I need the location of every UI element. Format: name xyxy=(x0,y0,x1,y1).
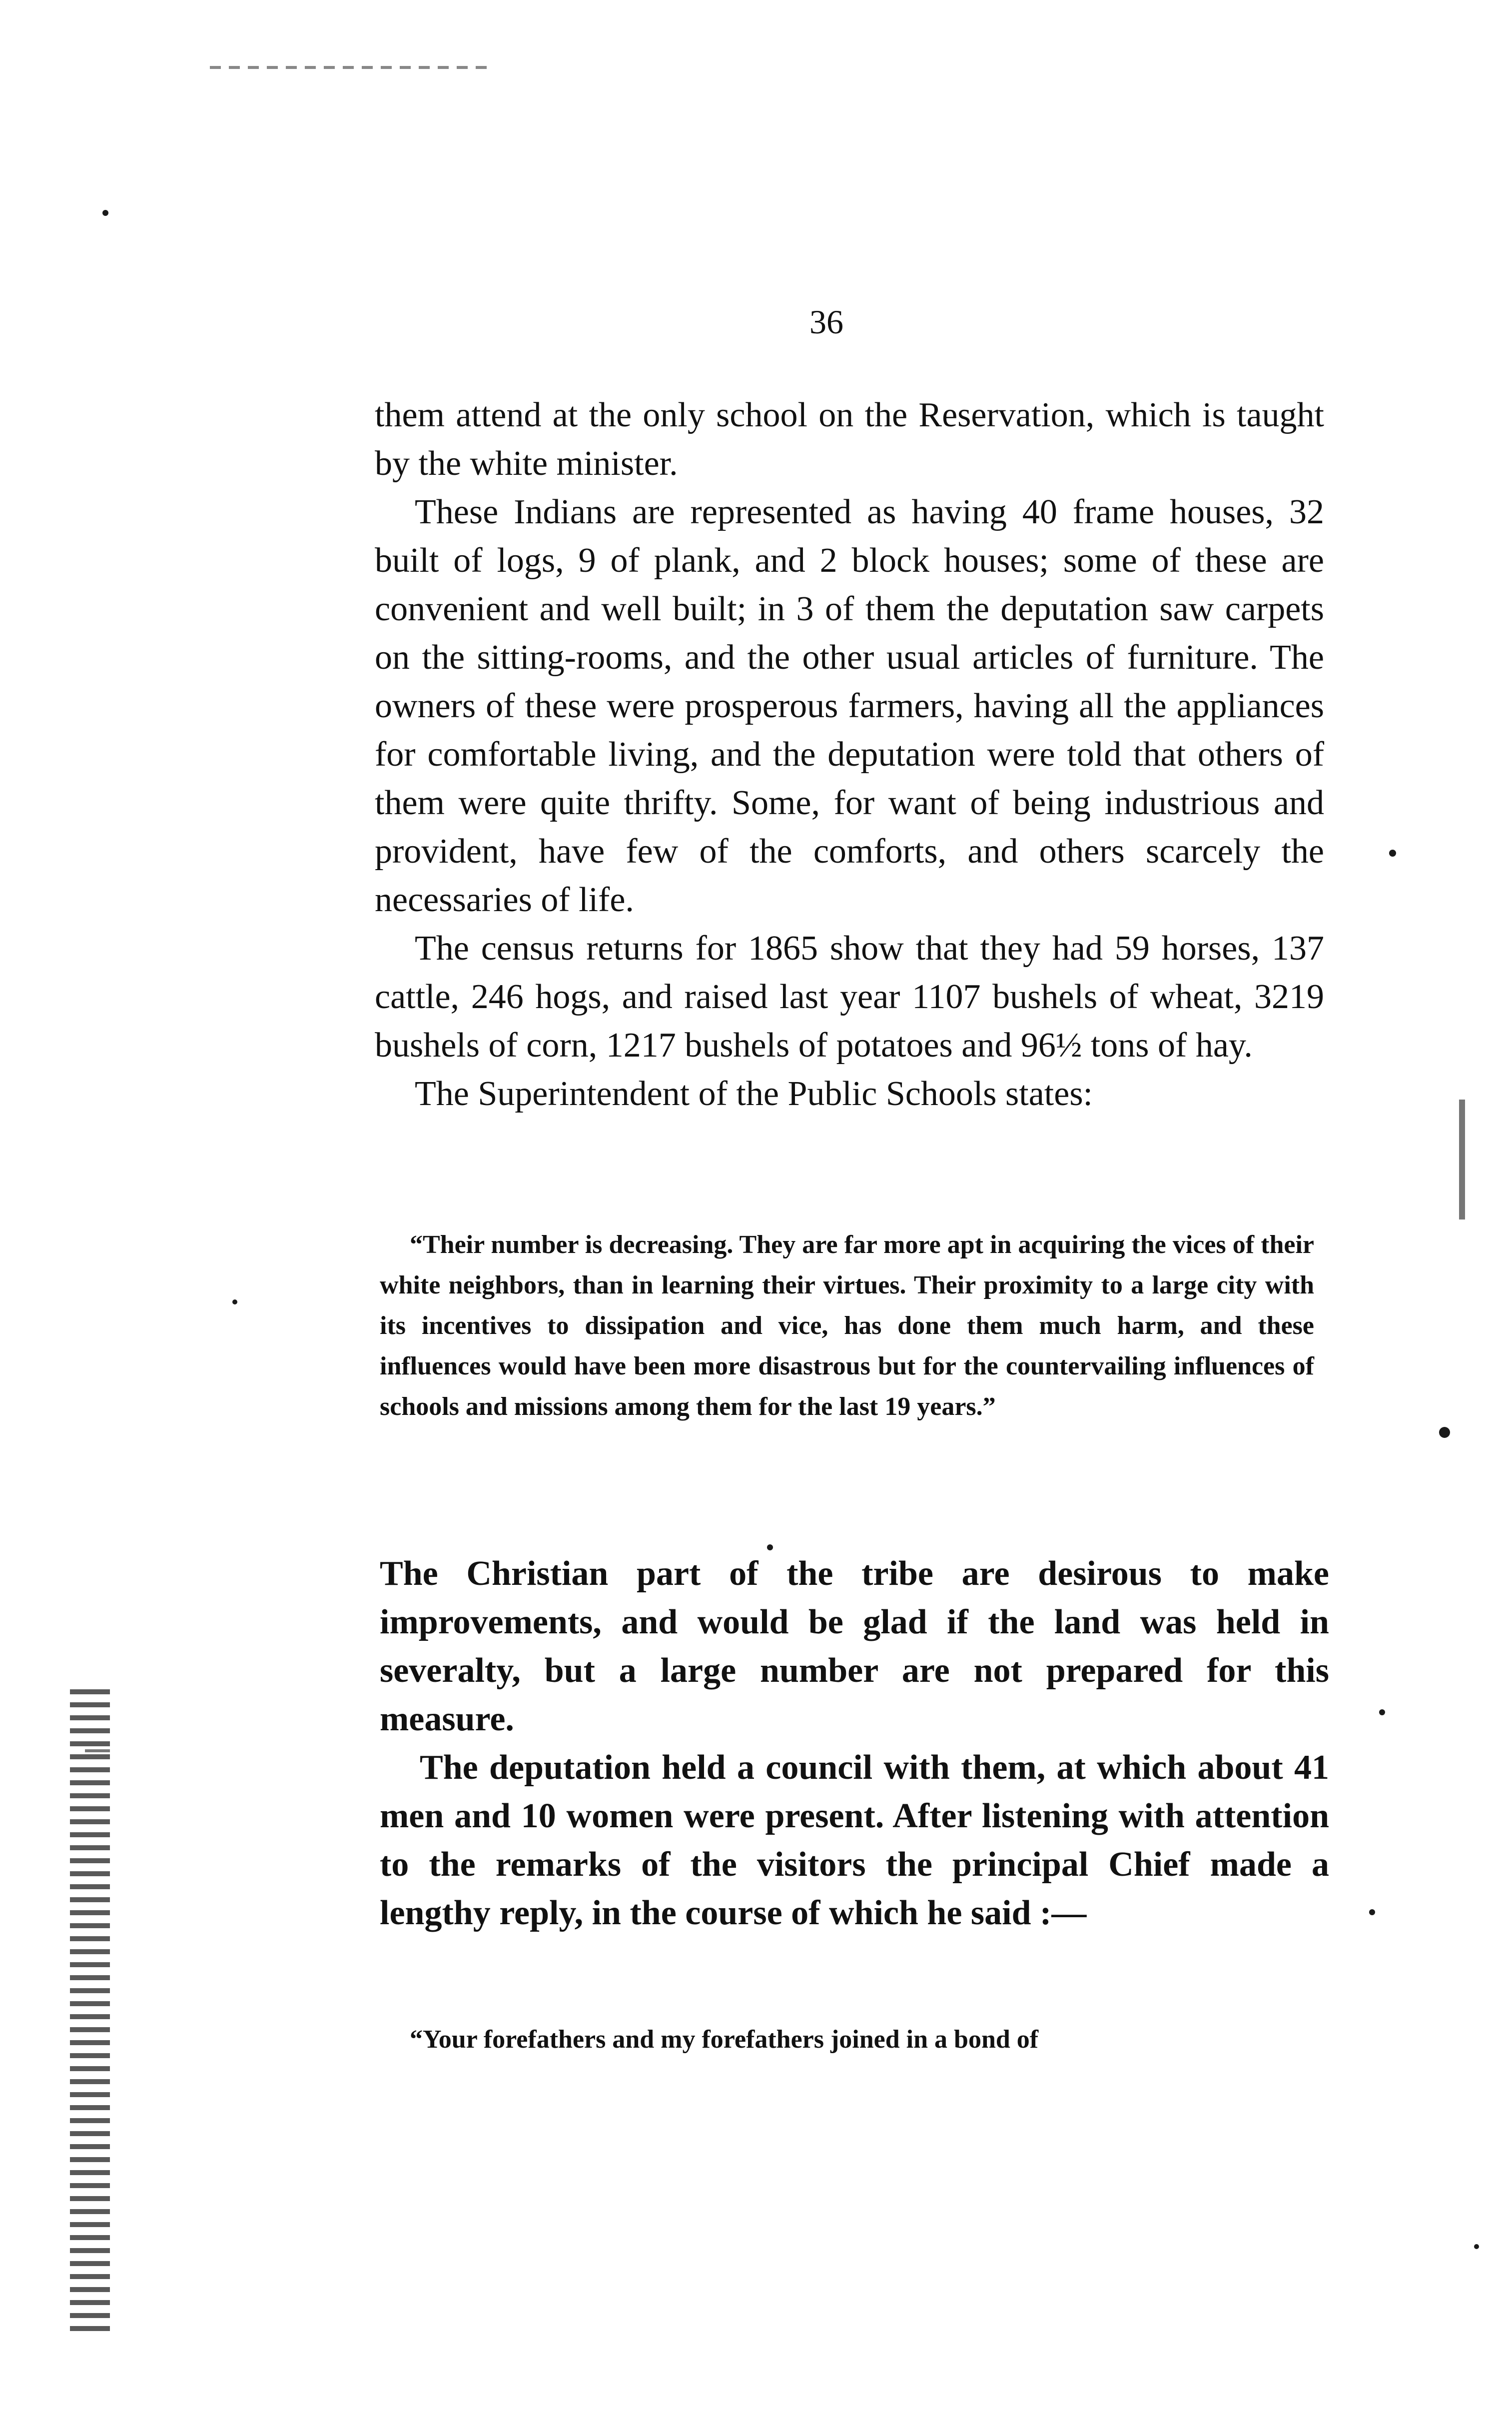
scan-mark xyxy=(85,1749,110,1752)
scan-smudge xyxy=(210,66,490,69)
scan-speck xyxy=(1369,1909,1375,1915)
paragraph-3: The census returns for 1865 show that they had 59 horses, 137 cattle, 246 hogs, and raised last year 1107 bushels of wheat, 3219 bushels of corn, 1217 bushels of potatoes and 96½ tons of hay. xyxy=(375,929,1324,1065)
scan-margin-artifact xyxy=(70,1689,110,2339)
paragraph-2: These Indians are represented as having 40 frame houses, 32 built of logs, 9 of plank, and 2 block houses; some of these are convenient and well built; in 3 of them the deputation saw carpets on the sitting-rooms, and the other usual articles of furniture. The owners of these were prosperous farmers, having all the appliances for comfortable living, and the deputation were told that others of them were quite thrifty. Some, for want of being industrious and provident, have few of the comforts, and others scarcely the necessaries of life. xyxy=(375,493,1324,919)
page-number: 36 xyxy=(809,303,843,341)
scan-speck xyxy=(1439,1427,1450,1438)
quote-paragraph: “Their number is decreasing. They are far more apt in acquiring the vices of their white neighbors, than in learning their virtues. Their proximity to a large city with its incentives to dissipation and vice, has done them much harm, and these influences would have been more disastrous but for the countervailing influences of schools and missions among them for the last 19 years.” xyxy=(380,1230,1314,1421)
paragraph-6: The deputation held a council with them, at which about 41 men and 10 women were present. After listening with attention to the remarks of the visitors the principal Chief made a lengthy reply, in the course of which he said :— xyxy=(380,1748,1329,1932)
scan-speck xyxy=(1474,2244,1479,2249)
scan-speck xyxy=(232,1299,237,1304)
paragraph-5: The Christian part of the tribe are desirous to make improvements, and would be glad if the land was held in severalty, but a large number are not prepared for this measure. xyxy=(380,1554,1329,1738)
body-text-bottom xyxy=(380,1549,1329,1937)
scan-speck xyxy=(102,210,108,216)
paragraph-4: The Superintendent of the Public Schools states: xyxy=(415,1075,1093,1113)
block-quote-1 xyxy=(380,1224,1314,1427)
body-text-top xyxy=(375,391,1324,1118)
scan-mark xyxy=(1459,1100,1465,1219)
scan-speck xyxy=(1379,1709,1385,1715)
block-quote-2 xyxy=(380,2019,1314,2060)
quote-paragraph-start: “Your forefathers and my forefathers joined in a bond of xyxy=(410,2025,1039,2054)
paragraph-1: them attend at the only school on the Reservation, which is taught by the white minister. xyxy=(375,396,1324,483)
scan-speck xyxy=(1389,850,1396,857)
